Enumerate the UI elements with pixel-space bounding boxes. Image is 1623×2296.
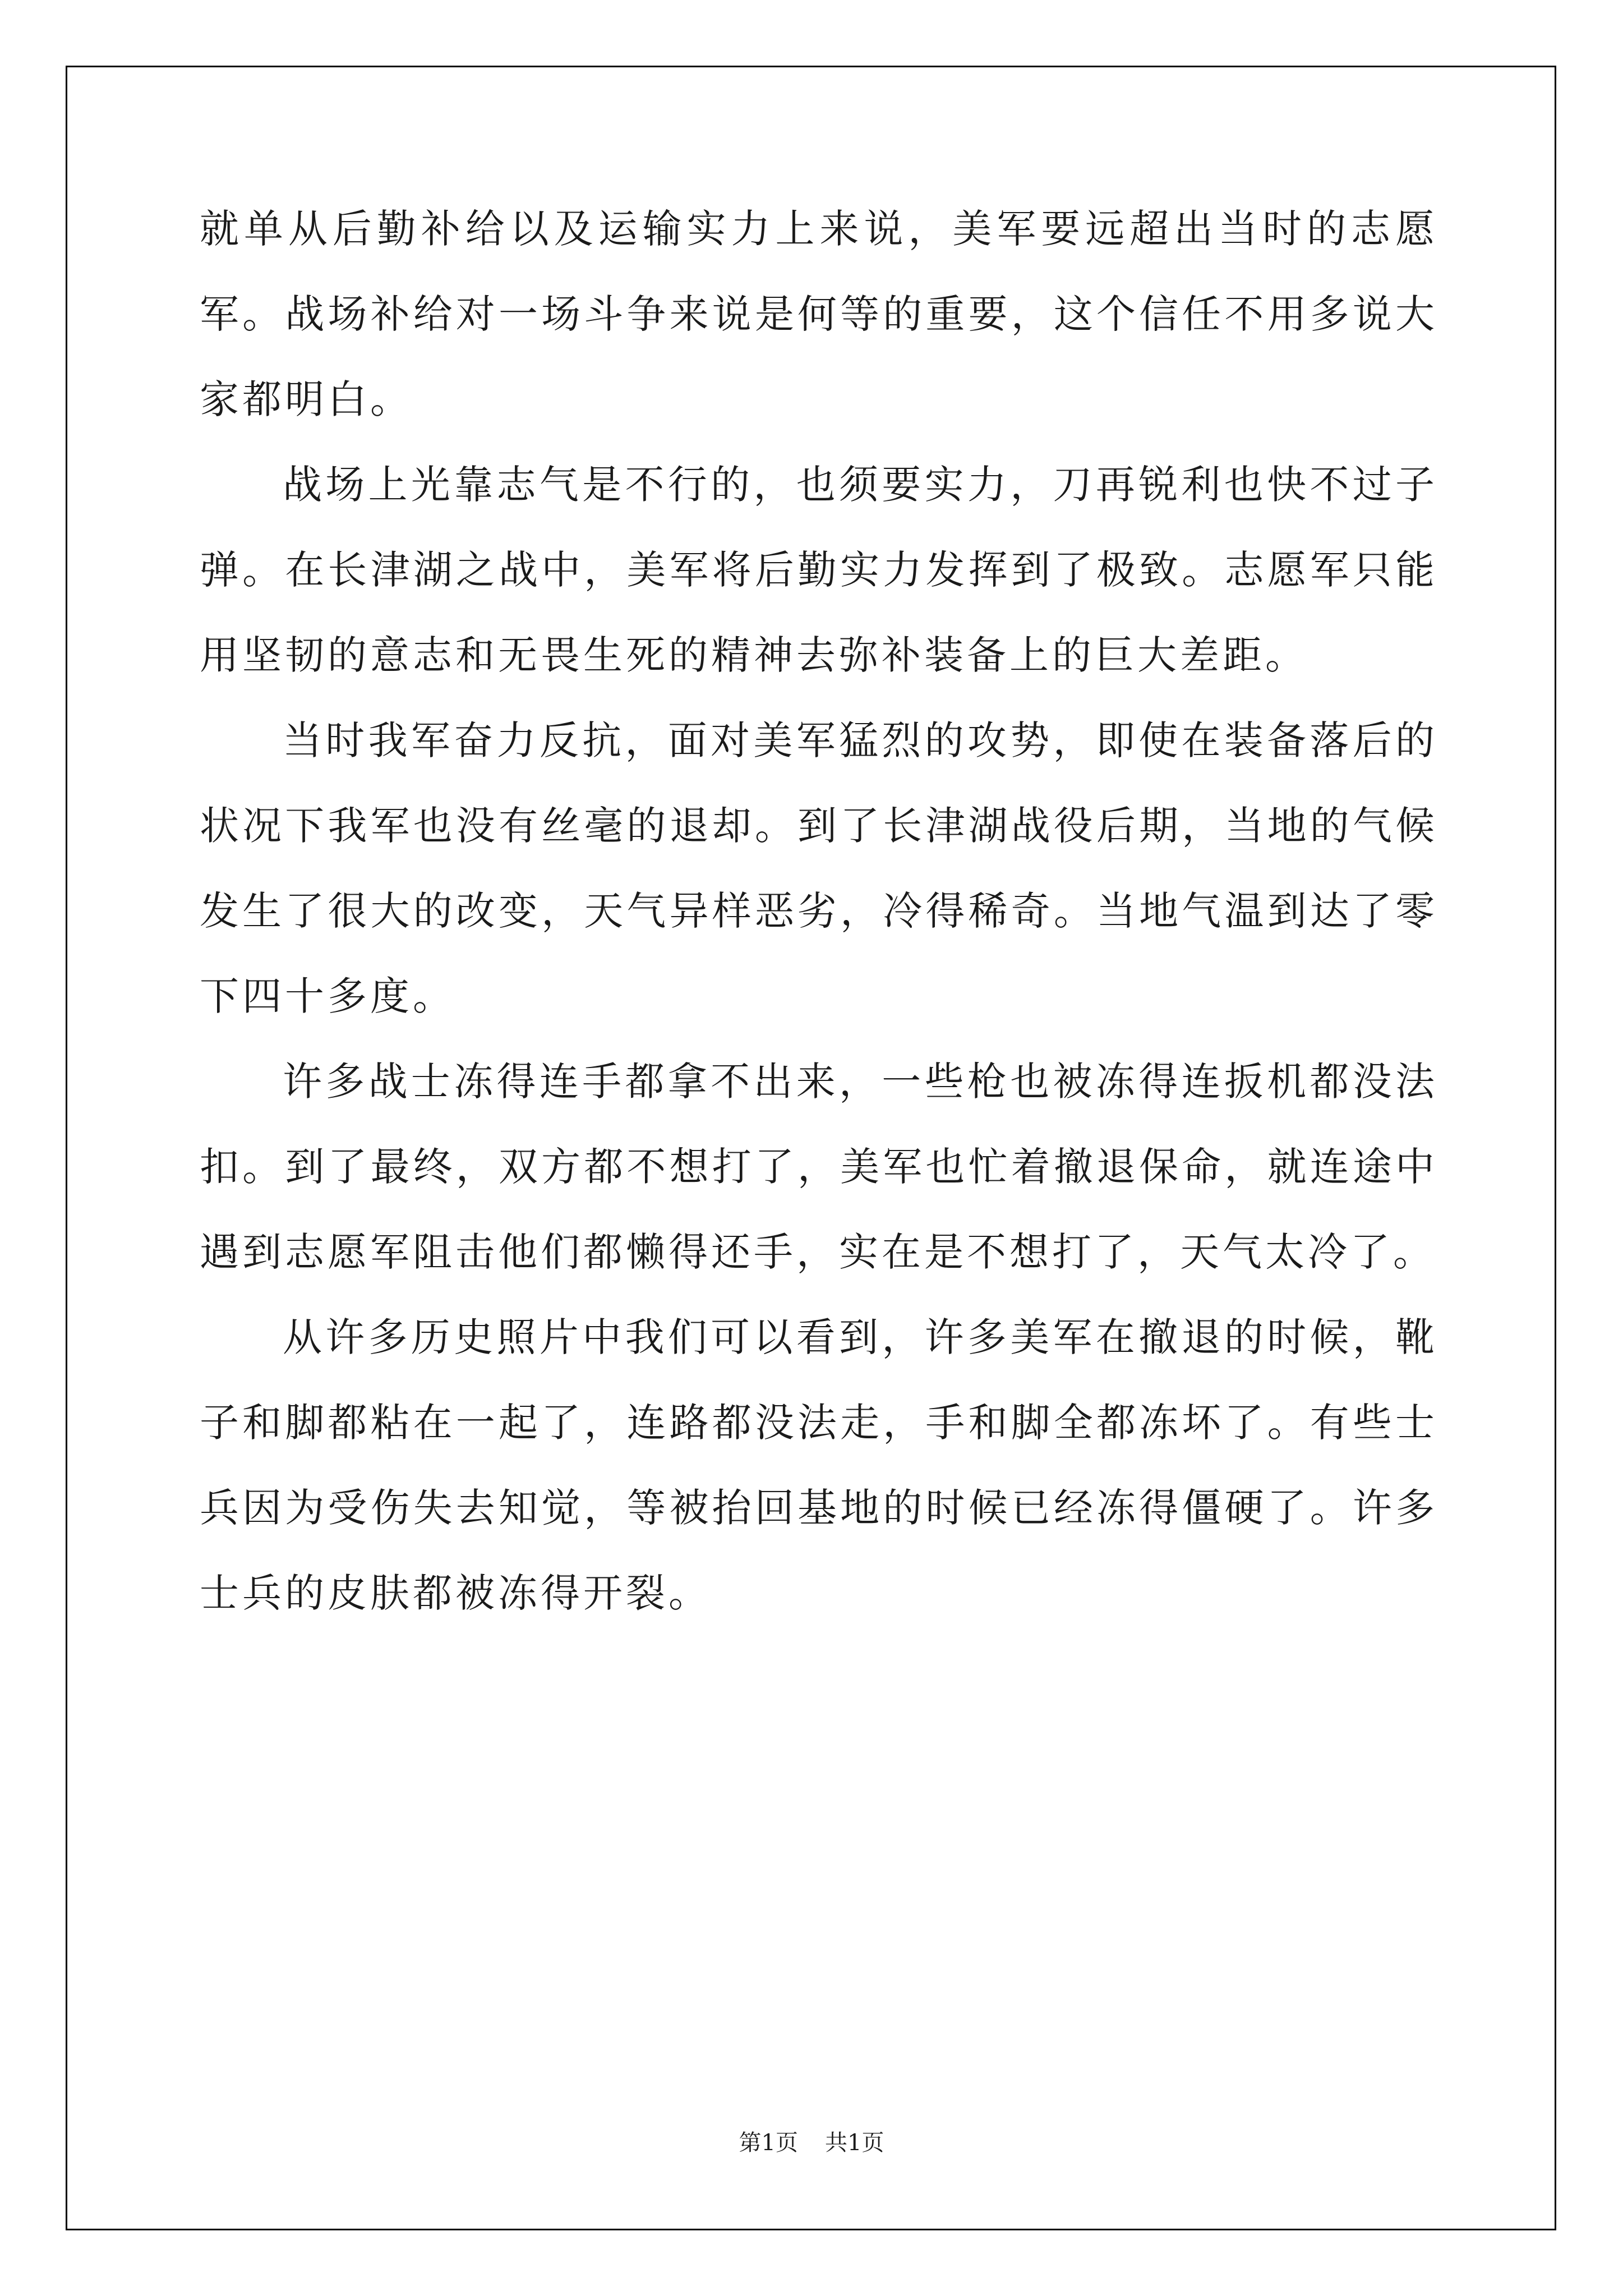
page-number-total: 共1页	[825, 2130, 884, 2156]
page-footer	[0, 2126, 1623, 2160]
document-body	[200, 186, 1438, 1636]
paragraph-2: 战场上光靠志气是不行的，也须要实力，刀再锐利也快不过子弹。在长津湖之战中，美军将后勤实力发挥到了极致。志愿军只能用坚韧的意志和无畏生死的精神去弥补装备上的巨大差距。	[200, 462, 1438, 678]
paragraph-3: 当时我军奋力反抗，面对美军猛烈的攻势，即使在装备落后的状况下我军也没有丝毫的退却。到了长津湖战役后期，当地的气候发生了很大的改变，天气异样恶劣，冷得稀奇。当地气温到达了零下四十多度。	[200, 717, 1438, 1019]
paragraph-5: 从许多历史照片中我们可以看到，许多美军在撤退的时候，靴子和脚都粘在一起了，连路都没法走，手和脚全都冻坏了。有些士兵因为受伤失去知觉，等被抬回基地的时候已经冻得僵硬了。许多士兵的皮肤都被冻得开裂。	[200, 1314, 1438, 1616]
paragraph-1: 就单从后勤补给以及运输实力上来说，美军要远超出当时的志愿军。战场补给对一场斗争来说是何等的重要，这个信任不用多说大家都明白。	[200, 206, 1438, 422]
paragraph-4: 许多战士冻得连手都拿不出来，一些枪也被冻得连扳机都没法扣。到了最终，双方都不想打了，美军也忙着撤退保命，就连途中遇到志愿军阻击他们都懒得还手，实在是不想打了，天气太冷了。	[200, 1059, 1438, 1275]
page-number-current: 第1页	[739, 2130, 798, 2156]
